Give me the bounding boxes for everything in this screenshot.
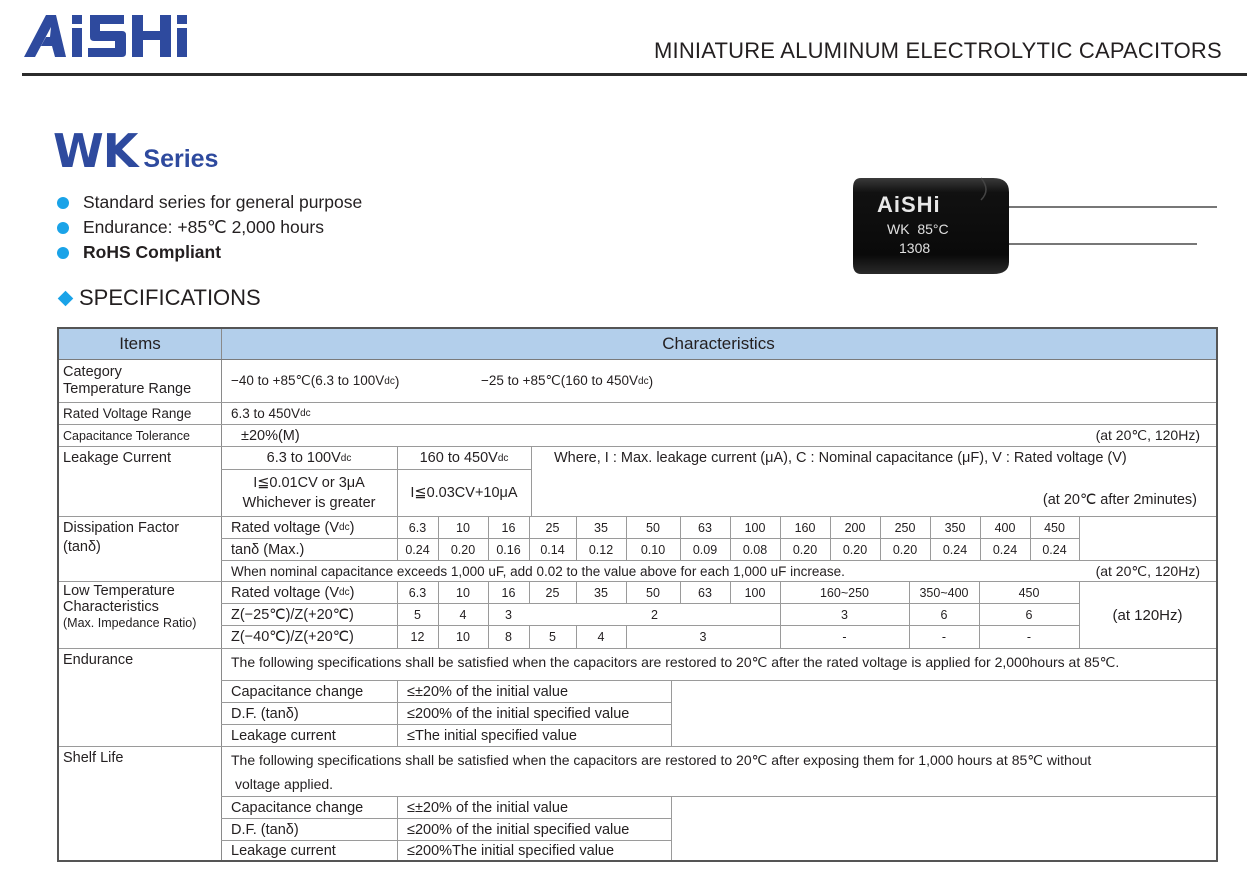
df-voltage: 25 bbox=[545, 520, 560, 535]
lt-z25-value: 6 bbox=[1025, 607, 1033, 622]
df-tan-delta: 0.20 bbox=[792, 542, 818, 557]
df-voltage: 450 bbox=[1044, 520, 1065, 535]
aishi-logo bbox=[22, 10, 197, 60]
df-voltage: 200 bbox=[844, 520, 866, 535]
row-label-endurance: Endurance bbox=[63, 652, 134, 668]
df-voltage: 350 bbox=[944, 520, 966, 535]
lt-z25-value: 4 bbox=[459, 607, 467, 622]
leakage-formula-low-voltage: I≦0.01CV or 3μA Whichever is greater bbox=[242, 475, 376, 511]
lt-z40-value: - bbox=[1026, 630, 1032, 644]
df-row-label-rated-voltage: Rated voltage (V dc ) bbox=[231, 519, 355, 536]
capacitor-marking: WK 85°C bbox=[887, 221, 949, 237]
df-tan-delta: 0.24 bbox=[992, 542, 1018, 557]
lt-voltage: 450 bbox=[1018, 585, 1040, 600]
capacitor-image bbox=[853, 176, 1218, 276]
leakage-formula-high-voltage: I≦0.03CV+10μA bbox=[410, 485, 518, 501]
df-tan-delta: 0.24 bbox=[942, 542, 968, 557]
endurance-item: Leakage current bbox=[231, 727, 336, 744]
df-tan-delta: 0.24 bbox=[405, 542, 430, 557]
df-voltage: 63 bbox=[698, 520, 712, 535]
lt-voltage: 16 bbox=[501, 585, 516, 600]
df-voltage: 100 bbox=[744, 520, 766, 535]
df-tan-delta: 0.14 bbox=[540, 542, 565, 557]
capacitor-lot: 1308 bbox=[899, 240, 931, 256]
lt-z25-value: 6 bbox=[940, 607, 948, 622]
lt-z40-value: - bbox=[941, 630, 947, 644]
lt-z25-value: 5 bbox=[414, 607, 421, 622]
series-name: WK bbox=[53, 124, 138, 178]
leakage-condition: (at 20℃ after 2minutes) bbox=[1042, 492, 1197, 508]
df-tan-delta: 0.08 bbox=[742, 542, 768, 557]
row-label-leakage-current: Leakage Current bbox=[63, 450, 172, 466]
lt-voltage: 25 bbox=[545, 585, 560, 600]
df-tan-delta: 0.20 bbox=[892, 542, 918, 557]
leakage-header-low-voltage: 6.3 to 100V dc bbox=[266, 450, 352, 466]
df-voltage: 250 bbox=[894, 520, 916, 535]
df-tan-delta: 0.24 bbox=[1042, 542, 1067, 557]
lt-voltage: 6.3 bbox=[408, 585, 427, 600]
capacitance-tolerance-condition: (at 20℃, 120Hz) bbox=[1095, 427, 1200, 443]
endurance-item: Capacitance change bbox=[231, 683, 364, 700]
temperature-range-high-voltage: −25 to +85℃(160 to 450V dc ) bbox=[481, 373, 654, 389]
lt-z25-value: 2 bbox=[651, 607, 658, 622]
lt-z25-value: 3 bbox=[841, 607, 848, 622]
lt-z40-value: 3 bbox=[699, 630, 707, 644]
bullet-icon bbox=[57, 197, 69, 209]
lt-voltage: 35 bbox=[594, 585, 608, 600]
catalog-title: MINIATURE ALUMINUM ELECTROLYTIC CAPACITORS bbox=[654, 38, 1222, 63]
row-label-rated-voltage-range: Rated Voltage Range bbox=[63, 406, 192, 421]
lt-z40-value: - bbox=[842, 630, 847, 644]
df-row-label-tan-delta: tanδ (Max.) bbox=[231, 541, 305, 558]
shelf-life-item: Leakage current bbox=[231, 842, 336, 859]
lt-z40-value: 12 bbox=[410, 630, 425, 644]
shelf-life-item: D.F. (tanδ) bbox=[231, 821, 299, 838]
df-voltage: 50 bbox=[646, 520, 660, 535]
df-tan-delta: 0.09 bbox=[692, 542, 718, 557]
row-label-category-temperature: Category Temperature Range bbox=[63, 364, 192, 397]
lt-voltage: 10 bbox=[456, 585, 470, 600]
df-voltage: 6.3 bbox=[408, 520, 427, 535]
lt-voltage: 100 bbox=[744, 585, 766, 600]
row-label-low-temperature: Low Temperature Characteristics (Max. Impedance Ratio) bbox=[63, 583, 197, 630]
df-voltage: 160 bbox=[794, 520, 816, 535]
endurance-value: ≤200% of the initial specified value bbox=[407, 705, 630, 722]
series-suffix: Series bbox=[143, 145, 219, 173]
lt-voltage: 63 bbox=[698, 585, 712, 600]
temperature-range-low-voltage: −40 to +85℃(6.3 to 100V dc ) bbox=[231, 373, 400, 389]
row-label-capacitance-tolerance: Capacitance Tolerance bbox=[63, 428, 190, 443]
lt-z40-value: 5 bbox=[549, 630, 556, 644]
df-voltage: 10 bbox=[456, 520, 470, 535]
df-tan-delta: 0.20 bbox=[450, 542, 476, 557]
feature-item: Standard series for general purpose bbox=[57, 190, 362, 215]
lt-row-label-z40: Z(−40℃)/Z(+20℃) bbox=[231, 629, 354, 645]
lt-row-label-z25: Z(−25℃)/Z(+20℃) bbox=[231, 606, 354, 623]
header-rule bbox=[22, 73, 1247, 76]
capacitance-tolerance-value: ±20%(M) bbox=[241, 427, 300, 444]
df-voltage: 35 bbox=[594, 520, 608, 535]
lt-row-label-rated-voltage: Rated voltage (V dc ) bbox=[231, 584, 355, 601]
specifications-heading: SPECIFICATIONS bbox=[58, 285, 261, 311]
shelf-life-value: ≤200%The initial specified value bbox=[407, 842, 615, 859]
endurance-value: ≤The initial specified value bbox=[407, 727, 577, 744]
leakage-definitions: Where, I : Max. leakage current (μA), C : Nominal capacitance (μF), V : Rated voltage (V) bbox=[554, 450, 1127, 466]
endurance-value: ≤±20% of the initial value bbox=[407, 683, 569, 700]
feature-item: RoHS Compliant bbox=[57, 240, 362, 265]
column-header-characteristics: Characteristics bbox=[662, 334, 775, 353]
lt-condition: (at 120Hz) bbox=[1112, 606, 1183, 624]
specifications-table bbox=[57, 327, 1218, 862]
df-voltage: 400 bbox=[994, 520, 1016, 535]
capacitor-brand: AiSHi bbox=[877, 192, 941, 217]
endurance-item: D.F. (tanδ) bbox=[231, 705, 299, 722]
bullet-icon bbox=[57, 222, 69, 234]
lt-z40-value: 8 bbox=[505, 630, 512, 644]
leakage-header-high-voltage: 160 to 450V dc bbox=[419, 450, 509, 466]
df-tan-delta: 0.12 bbox=[588, 542, 614, 557]
df-voltage: 16 bbox=[501, 520, 516, 535]
lt-voltage: 350~400 bbox=[919, 585, 969, 600]
bullet-icon bbox=[57, 247, 69, 259]
feature-item: Endurance: +85℃ 2,000 hours bbox=[57, 215, 362, 240]
shelf-life-value: ≤200% of the initial specified value bbox=[407, 821, 630, 838]
column-header-items: Items bbox=[119, 334, 161, 353]
df-tan-delta: 0.16 bbox=[496, 542, 521, 557]
shelf-life-text-line1: The following specifications shall be satisfied when the capacitors are restored to 20℃ after exposing them for 1,000 hours at 85℃ without bbox=[231, 751, 1092, 768]
df-tan-delta: 0.20 bbox=[842, 542, 868, 557]
shelf-life-value: ≤±20% of the initial value bbox=[407, 799, 569, 816]
shelf-life-text-line2: voltage applied. bbox=[235, 776, 334, 792]
endurance-text: The following specifications shall be satisfied when the capacitors are restored to 20℃ after the rated voltage is applied for 2,000hours at 85℃. bbox=[231, 653, 1120, 670]
lt-voltage: 160~250 bbox=[819, 585, 869, 600]
df-note: When nominal capacitance exceeds 1,000 uF, add 0.02 to the value above for each 1,000 uF increase. bbox=[231, 563, 845, 579]
series-title bbox=[53, 124, 218, 178]
rated-voltage-range-value: 6.3 to 450V dc bbox=[231, 406, 311, 421]
lt-z40-value: 4 bbox=[597, 630, 605, 644]
feature-list bbox=[57, 190, 362, 265]
diamond-icon bbox=[58, 290, 74, 306]
df-condition: (at 20℃, 120Hz) bbox=[1095, 562, 1200, 579]
lt-z40-value: 10 bbox=[456, 630, 470, 644]
shelf-life-item: Capacitance change bbox=[231, 799, 364, 816]
lt-z25-value: 3 bbox=[505, 607, 512, 622]
lt-voltage: 50 bbox=[646, 585, 660, 600]
df-tan-delta: 0.10 bbox=[640, 542, 666, 557]
row-label-shelf-life: Shelf Life bbox=[63, 750, 124, 766]
row-label-dissipation-factor: Dissipation Factor (tanδ) bbox=[63, 520, 180, 555]
